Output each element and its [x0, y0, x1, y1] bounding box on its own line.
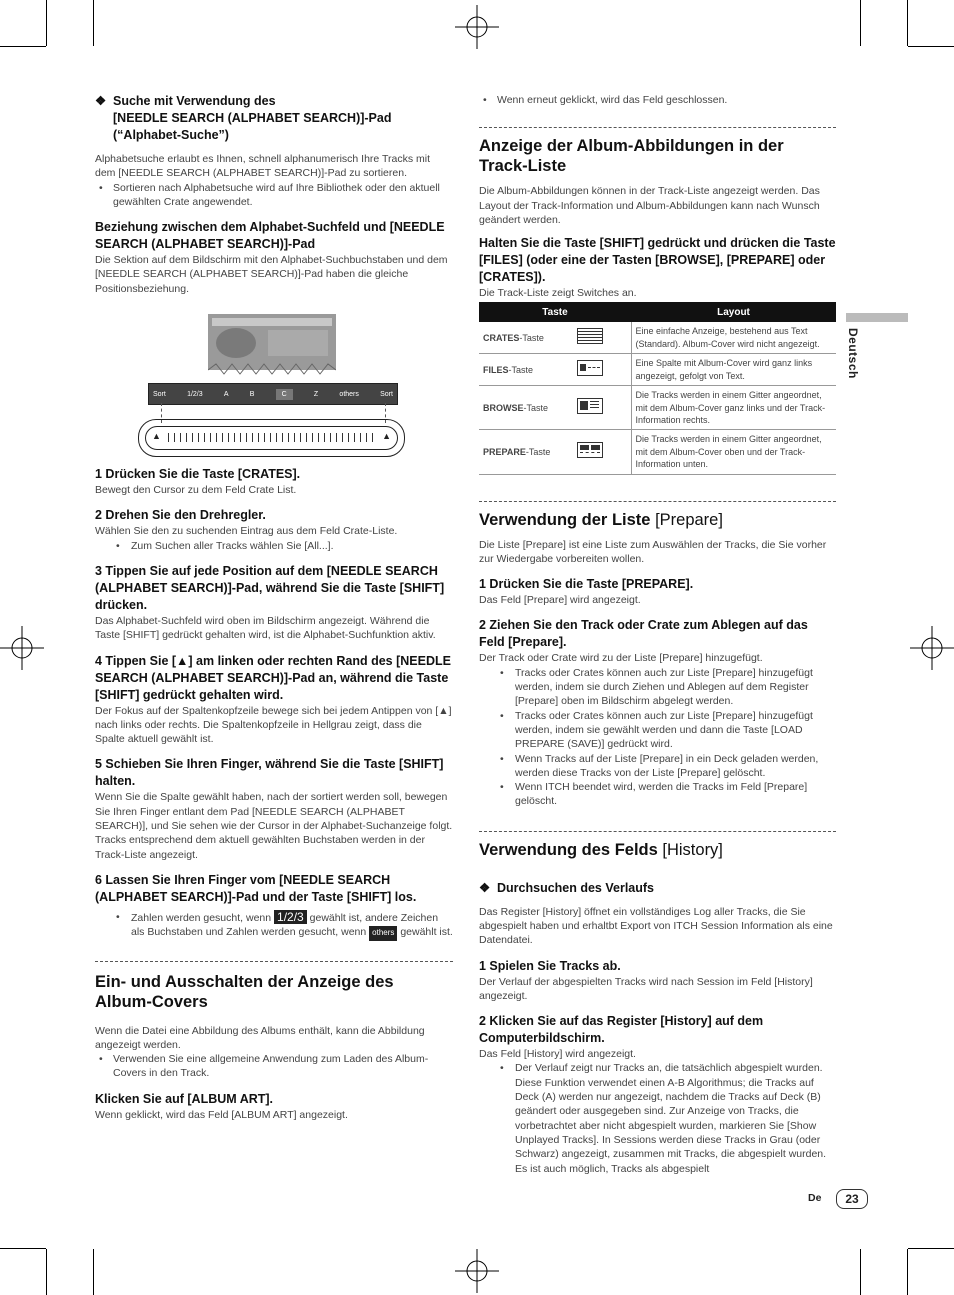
tracklist-sub: Halten Sie die Taste [SHIFT] gedrückt und drücken die Taste [FILES] (oder eine der Tasten [BROWSE], [PREPARE] oder [CRATES]). [479, 236, 836, 285]
triangle-right-icon: ▲ [382, 431, 391, 442]
registration-mark-top [455, 5, 499, 49]
step-text: Bewegt den Cursor zu dem Feld Crate List. [95, 484, 297, 497]
layout-desc: Eine Spalte mit Album-Cover wird ganz links angezeigt, gefolgt von Text. [631, 354, 836, 386]
key-label: FILES-Taste [483, 364, 534, 375]
albumart-title: Klicken Sie auf [ALBUM ART]. [95, 1091, 274, 1106]
crop-mark [46, 1249, 47, 1295]
key-label: PREPARE-Taste [483, 446, 551, 457]
pad-label: Sort [380, 390, 393, 398]
pad-label: Z [313, 390, 319, 398]
divider [479, 127, 836, 128]
pad-label: Sort [153, 390, 166, 398]
pad-label: B [249, 390, 255, 398]
registration-mark-bottom [455, 1249, 499, 1293]
layout-desc: Die Tracks werden in einem Gitter angeordnet, mit dem Album-Cover ganz links und der Track-Information rechts. [631, 386, 836, 430]
pad-strip [148, 383, 398, 405]
step-title: 3 Tippen Sie auf jede Position auf dem [NEEDLE SEARCH (ALPHABET SEARCH)]-Pad, während Sie die Taste [SHIFT] drücken. [95, 563, 445, 612]
step-text: Wenn Sie die Spalte gewählt haben, nach der sortiert werden soll, bewegen Sie Ihren Finger entlant dem Pad [NEEDLE SEARCH (ALPHABET SEARCH)], und Sie sehen wie der Cursor in der Alphabet-Suchanzeige folgt. Tracks entsprechend dem aktuell gewählten Buchstaben werden in der Track-Liste angezeigt. [95, 791, 453, 861]
pill-others: others [369, 926, 397, 940]
prepare-bullet: • Tracks oder Crates können auch zur Liste [Prepare] hinzugefügt werden, indem sie durch Ziehen und Ablegen auf dem Register [Prepare] oben im Bildschirm abgelegt werden. [479, 666, 836, 709]
step-text: Das Alphabet-Suchfeld wird oben im Bildschirm angezeigt. Während die Taste [SHIFT] gedrückt gehalten wird, ist die Alphabet-Suchfunktion aktiv. [95, 614, 436, 642]
crop-mark [908, 46, 954, 47]
layout-table [479, 302, 836, 474]
left-column [95, 93, 453, 1122]
alpha-search-heading: ❖ Suche mit Verwendung des [NEEDLE SEARCH (ALPHABET SEARCH)]-Pad (“Alphabet-Suche”) [95, 93, 453, 144]
table-row [479, 354, 836, 386]
step-title: 4 Tippen Sie [▲] am linken oder rechten Rand des [NEEDLE SEARCH (ALPHABET SEARCH)]-Pad an, während die Taste [SHIFT] gedrückt gehalten wird. [95, 653, 451, 702]
table-row [479, 430, 836, 474]
layout-icon [577, 398, 603, 417]
table-row [479, 386, 836, 430]
prepare-bullet: • Wenn Tracks auf der Liste [Prepare] in ein Deck geladen werden, werden diese Tracks von der Liste [Prepare] gelöscht. [479, 752, 836, 781]
layout-icon [577, 360, 603, 379]
alpha-intro: Alphabetsuche erlaubt es Ihnen, schnell alphanumerisch Ihre Tracks mit dem [NEEDLE SEARCH (ALPHABET SEARCH)]-Pad zu sortieren. [95, 153, 431, 180]
side-tab-language: Deutsch [846, 328, 860, 379]
history-step2: 2 Klicken Sie auf das Register [History] auf dem Computerbildschirm. [479, 1014, 764, 1046]
crop-mark [907, 0, 908, 46]
heading-line: Suche mit Verwendung des [113, 94, 276, 108]
pad-label: others [339, 390, 359, 398]
prepare-bullet: • Tracks oder Crates können auch zur Liste [Prepare] hinzugefügt werden, indem sie gewählt werden und dann die Taste [LOAD PREPARE (SAVE)] gedrückt wird. [479, 709, 836, 752]
tracklist-sub-text: Die Track-Liste zeigt Switches an. [479, 287, 637, 300]
pad-illustration [95, 306, 453, 466]
crop-mark [860, 0, 861, 46]
heading-line: [NEEDLE SEARCH (ALPHABET SEARCH)]-Pad [113, 111, 392, 125]
layout-icon [577, 442, 603, 461]
crop-mark [908, 1248, 954, 1249]
pad-label: 1/2/3 [187, 390, 203, 398]
crop-mark [93, 0, 94, 46]
history-step1: 1 Spielen Sie Tracks ab. [479, 958, 621, 973]
crop-mark [93, 1249, 94, 1295]
crop-mark [0, 1248, 46, 1249]
albumart-text: Wenn geklickt, wird das Feld [ALBUM ART] angezeigt. [95, 1108, 348, 1121]
crop-mark [860, 1249, 861, 1295]
divider [95, 961, 453, 962]
albumcover-bullet: • Verwenden Sie eine allgemeine Anwendung zum Laden des Album-Covers in den Track. [95, 1052, 453, 1081]
step-title: 1 Drücken Sie die Taste [CRATES]. [95, 467, 301, 482]
relation-heading: Beziehung zwischen dem Alphabet-Suchfeld und [NEEDLE SEARCH (ALPHABET SEARCH)]-Pad [95, 220, 445, 252]
crop-mark [0, 46, 46, 47]
history-sub: ❖ Durchsuchen des Verlaufs [479, 880, 655, 895]
needle-search-pad [138, 419, 405, 457]
prepare-step1-text: Das Feld [Prepare] wird angezeigt. [479, 594, 641, 607]
relation-text: Die Sektion auf dem Bildschirm mit den Alphabet-Suchbuchstaben und dem [NEEDLE SEARCH (ALPHABET SEARCH)]-Pad haben die gleiche Positionsbeziehung. [95, 254, 448, 295]
pill-123: 1/2/3 [274, 910, 307, 924]
col-header: Taste [479, 302, 631, 322]
history-step1-text: Der Verlauf der abgespielten Tracks wird nach Session im Feld [History] angezeigt. [479, 975, 813, 1002]
prepare-step2-text: Der Track oder Crate wird zu der Liste [Prepare] hinzugefügt. [479, 652, 763, 665]
layout-desc: Eine einfache Anzeige, bestehend aus Text (Standard). Album-Cover wird nicht angezeigt. [631, 322, 836, 353]
steps-left [95, 466, 453, 906]
key-label: BROWSE-Taste [483, 402, 549, 413]
albumcover-text: Wenn die Datei eine Abbildung des Albums enthält, kann die Abbildung angezeigt werden. [95, 1024, 425, 1051]
crop-mark [46, 0, 47, 46]
prepare-step2: 2 Ziehen Sie den Track oder Crate zum Ablegen auf das Feld [Prepare]. [479, 618, 808, 650]
history-step2-text: Das Feld [History] wird angezeigt. [479, 1048, 636, 1061]
prepare-step1: 1 Drücken Sie die Taste [PREPARE]. [479, 577, 694, 592]
step-title: 5 Schieben Sie Ihren Finger, während Sie die Taste [SHIFT] halten. [95, 757, 444, 789]
tear-edge [208, 362, 336, 378]
step-bullet: • Zum Suchen aller Tracks wählen Sie [All...]. [95, 539, 453, 553]
tracklist-text: Die Album-Abbildungen können in der Track-Liste angezeigt werden. Das Layout der Track-Information und Album-Abbildungen kann nach Wunsch geändert werden. [479, 185, 820, 226]
footer-lang: De [808, 1192, 822, 1204]
close-bullet: • Wenn erneut geklickt, wird das Feld geschlossen. [479, 93, 836, 107]
divider [479, 501, 836, 502]
prepare-text: Die Liste [Prepare] ist eine Liste zum Auswählen der Tracks, die Sie vorher zur Wiedergabe vorbereiten wollen. [479, 538, 827, 565]
alpha-bullet: • Sortieren nach Alphabetsuche wird auf Ihre Bibliothek oder den aktuell gewählten Crate angewendet. [95, 181, 453, 210]
key-label: CRATES-Taste [483, 332, 544, 343]
table-row [479, 322, 836, 353]
tracklist-heading: Anzeige der Album-Abbildungen in der Track-Liste [479, 137, 784, 176]
history-heading: Verwendung des Felds [History] [479, 840, 723, 859]
step-text: Der Fokus auf der Spaltenkopfzeile bewege sich bei jedem Antippen von [▲] nach links oder rechts. Die Spaltenkopfzeile in Hellgrau zeigt, dass die Spalte aktuell gewählt ist. [95, 704, 452, 746]
heading-line: (“Alphabet-Suche”) [113, 128, 229, 142]
history-text: Das Register [History] öffnet ein vollständiges Log aller Tracks, die Sie abgespielt haben und erhaltbt Export von ITCH Session Information als eine Datendatei. [479, 905, 833, 947]
divider [479, 831, 836, 832]
page-number: 23 [836, 1189, 868, 1209]
step-text: Wählen Sie den zu suchenden Eintrag aus dem Feld Crate-Liste. [95, 525, 398, 538]
layout-icon [577, 328, 603, 347]
prepare-heading: Verwendung der Liste [Prepare] [479, 510, 723, 529]
layout-desc: Die Tracks werden in einem Gitter angeordnet, mit dem Album-Cover oben und der Track-Information unten. [631, 430, 836, 474]
pad-label: A [223, 390, 229, 398]
right-column [479, 93, 836, 1176]
registration-mark-right [910, 626, 954, 670]
albumcover-heading: Ein- und Ausschalten der Anzeige des Album-Covers [95, 972, 394, 1011]
step-title: 2 Drehen Sie den Drehregler. [95, 508, 266, 523]
step6-bullet: • Zahlen werden gesucht, wenn 1/2/3 gewählt ist, andere Zeichen als Buchstaben und Zahlen werden gesucht, wenn others gewählt ist. [95, 910, 453, 941]
triangle-left-icon: ▲ [152, 431, 161, 442]
crop-mark [907, 1249, 908, 1295]
step-title: 6 Lassen Sie Ihren Finger vom [NEEDLE SEARCH (ALPHABET SEARCH)]-Pad und der Taste [SHIFT] los. [95, 872, 417, 904]
col-header: Layout [631, 302, 836, 322]
side-tab-bar [846, 313, 908, 322]
history-bullet: • Der Verlauf zeigt nur Tracks an, die tatsächlich abgespielt wurden. Diese Funktion verwendet einen A-B Algorithmus; die Tracks auf Deck (A) werden nur angezeigt, nachdem die Tracks auf Deck (B) geändert oder ausgegeben sind. Zur Anzeige von Tracks, die vorbetrachtet aber nicht abgespielt wurden, markieren Sie [Show Unplayed Tracks]. In Sessions werden diese Tracks in Grau (oder Schwarz) angezeigt, zusammen mit Tracks, die abgespielt wurden. Es ist auch möglich, Tracks als abgespielt [479, 1061, 836, 1175]
registration-mark-left [0, 626, 44, 670]
pad-label-selected: C [276, 389, 293, 400]
prepare-bullets [479, 666, 836, 809]
prepare-bullet: • Wenn ITCH beendet wird, werden die Tracks im Feld [Prepare] gelöscht. [479, 780, 836, 809]
